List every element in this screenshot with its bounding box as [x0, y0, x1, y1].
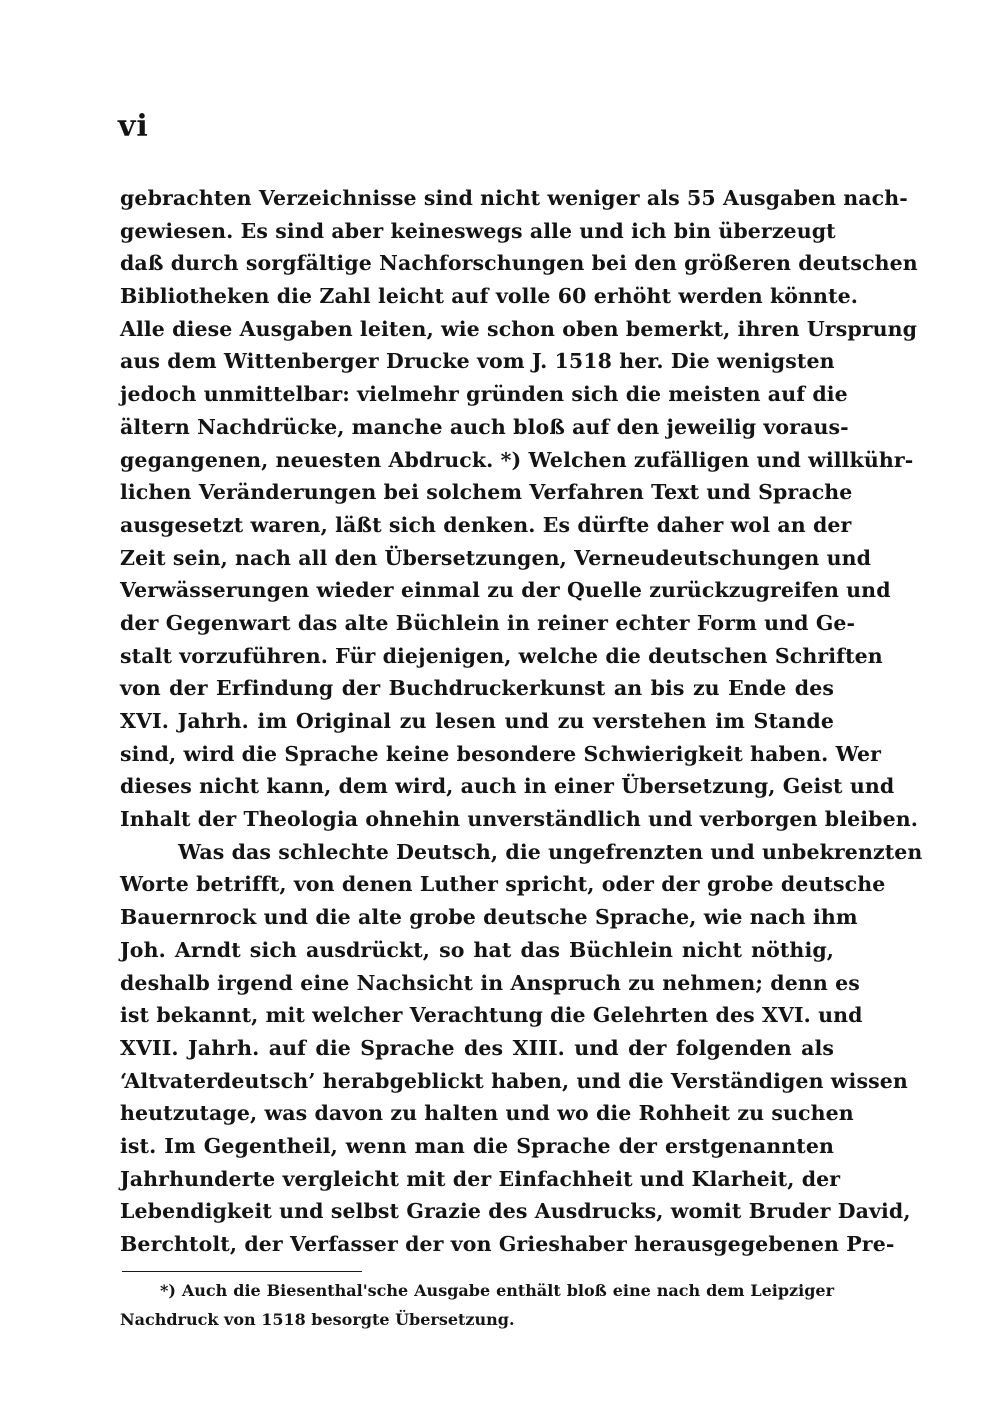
footnote-rule	[122, 1271, 362, 1272]
text-line: daß durch sorgfältige Nachforschungen bei den größeren deutschen	[120, 251, 918, 276]
text-line: gebrachten Verzeichnisse sind nicht weniger als 55 Ausgaben nach-	[120, 186, 908, 210]
text-line: Berchtolt, der Verfasser der von Grieshaber herausgegebenen Pre-	[120, 1232, 895, 1256]
main-text	[120, 182, 923, 1261]
text-line: heutzutage, was davon zu halten und wo die Rohheit zu suchen	[120, 1101, 854, 1126]
text-line: Alle diese Ausgaben leiten, wie schon oben bemerkt, ihren Ursprung	[120, 316, 918, 341]
text-line: Worte betrifft, von denen Luther spricht, oder der grobe deutsche	[120, 872, 886, 897]
page-number: vi	[118, 109, 149, 144]
text-line: der Gegenwart das alte Büchlein in reiner echter Form und Ge-	[120, 610, 856, 635]
text-line: Verwässerungen wieder einmal zu der Quelle zurückzugreifen und	[120, 578, 891, 603]
text-line: ältern Nachdrücke, manche auch bloß auf den jeweilig voraus-	[120, 414, 849, 439]
text-line: gewiesen. Es sind aber keineswegs alle und ich bin überzeugt	[120, 218, 836, 243]
text-line: ist. Im Gegentheil, wenn man die Sprache der erstgenannten	[120, 1133, 834, 1158]
text-line: Bibliotheken die Zahl leicht auf volle 60 erhöht werden könnte.	[120, 284, 859, 309]
text-line: aus dem Wittenberger Drucke vom J. 1518 her. Die wenigsten	[120, 349, 835, 374]
text-line: Jahrhunderte vergleicht mit der Einfachheit und Klarheit, der	[120, 1166, 841, 1191]
text-line: ‘Altvaterdeutsch’ herabgeblickt haben, und die Verständigen wissen	[120, 1068, 908, 1093]
text-line: Inhalt der Theologia ohnehin unverständlich und verborgen bleiben.	[120, 807, 918, 832]
text-line: dieses nicht kann, dem wird, auch in einer Übersetzung, Geist und	[120, 774, 895, 799]
text-line: XVII. Jahrh. auf die Sprache des XIII. und der folgenden als	[120, 1035, 834, 1060]
footnote	[120, 1276, 834, 1334]
text-line: XVI. Jahrh. im Original zu lesen und zu verstehen im Stande	[120, 709, 834, 733]
text-line: deshalb irgend eine Nachsicht in Anspruch zu nehmen; denn es	[120, 970, 860, 995]
text-line: ist bekannt, mit welcher Verachtung die Gelehrten des XVI. und	[120, 1003, 863, 1028]
footnote-line: *) Auch die Biesenthal'sche Ausgabe enthält bloß eine nach dem Leipziger	[160, 1281, 834, 1300]
text-line: Bauernrock und die alte grobe deutsche Sprache, wie nach ihm	[120, 905, 858, 930]
text-line: Was das schlechte Deutsch, die ungefrenzten und unbekrenzten	[178, 839, 923, 864]
footnote-line: Nachdruck von 1518 besorgte Übersetzung.	[120, 1310, 515, 1329]
text-line: Joh. Arndt sich ausdrückt, so hat das Büchlein nicht nöthig,	[120, 937, 834, 962]
text-line: Zeit sein, nach all den Übersetzungen, Verneudeutschungen und	[120, 545, 872, 570]
text-line: stalt vorzuführen. Für diejenigen, welche die deutschen Schriften	[120, 643, 883, 668]
text-line: ausgesetzt waren, läßt sich denken. Es dürfte daher wol an der	[120, 512, 852, 537]
text-line: gegangenen, neuesten Abdruck. *) Welchen zufälligen und willkühr-	[120, 447, 914, 472]
text-line: lichen Veränderungen bei solchem Verfahren Text und Sprache	[120, 480, 853, 505]
text-line: sind, wird die Sprache keine besondere Schwierigkeit haben. Wer	[120, 741, 882, 766]
text-line: Lebendigkeit und selbst Grazie des Ausdrucks, womit Bruder David,	[120, 1199, 911, 1224]
text-line: von der Erfindung der Buchdruckerkunst an bis zu Ende des	[120, 676, 834, 701]
text-line: jedoch unmittelbar: vielmehr gründen sich die meisten auf die	[120, 382, 848, 407]
